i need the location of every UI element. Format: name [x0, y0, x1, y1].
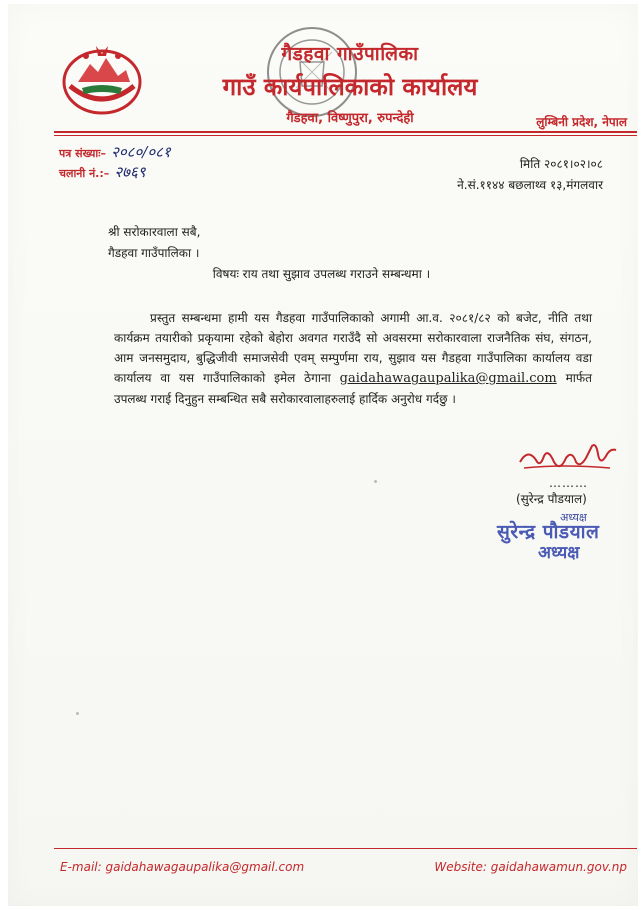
office-name: गाउँ कार्यपालिकाको कार्यालय — [222, 73, 478, 101]
nepal-emblem-icon — [60, 42, 144, 116]
letter-number — [59, 142, 171, 162]
body-email-link[interactable]: gaidahawagaupalika@gmail.com — [339, 371, 557, 386]
handwritten-signature-icon — [514, 438, 624, 480]
paper-speck — [76, 712, 79, 715]
footer-email[interactable]: E-mail: gaidahawagaupalika@gmail.com — [60, 860, 305, 874]
date-nepal-sambat: ने.सं.११४४ बछलाथ्व १३,मंगलवार — [457, 178, 603, 192]
letter-number-label: पत्र संख्याः– — [59, 147, 106, 160]
recipient-line-1: श्री सरोकारवाला सबै, — [108, 225, 201, 239]
recipient-line-2: गैडहवा गाउँपालिका । — [108, 246, 200, 260]
subject-line: विषयः राय तथा सुझाव उपलब्ध गराउने सम्बन्धमा । — [212, 267, 431, 281]
dispatch-number — [59, 162, 146, 182]
footer-website[interactable]: Website: gaidahawamun.gov.np — [434, 860, 627, 874]
body-text-before-email: प्रस्तुत सम्बन्धमा हामी यस गैडहवा गाउँपालिकाको अगामी आ.व. २०८१/८२ को बजेट, नीति तथा कार्यक्रम तयारीको प्रकृयामा रहेको बेहोरा अवगत गराउँदै सो अवसरमा सरोकारवाला राजनैतिक संघ, संगठन, आम जनसमुदाय, बुद्धिजीवी समाजसेवी एवम् सम्पुर्णमा राय, सुझाव यस गैडहवा गाउँपालिका कार्यालय वडा कार्यालय वा यस गाउँपालिकाको इमेल ठेगाना — [114, 311, 592, 385]
signatory-name: (सुरेन्द्र पौडयाल) — [516, 492, 587, 506]
date-bs: मिति २०८१।०२।०८ — [519, 157, 603, 171]
dispatch-number-value: २७६९ — [114, 163, 146, 181]
recipient-block — [108, 222, 200, 264]
stamp-designation: अध्यक्ष — [538, 543, 580, 563]
header-divider — [54, 131, 637, 133]
letter-body — [114, 308, 592, 409]
footer-divider — [54, 848, 637, 849]
body-text-after-email: मार्फत उपलब्ध गराई दिनुहुन सम्बन्धित सबै सरोकारवालाहरुलाई हार्दिक अनुरोध गर्दछु । — [114, 371, 592, 406]
signature-dots: ……… — [549, 476, 588, 490]
office-address: गैडहवा, विष्णुपुरा, रुपन्देही — [286, 111, 414, 126]
stamp-name: सुरेन्द्र पौडयाल — [497, 521, 600, 543]
stamp-designation-small: अध्यक्ष — [560, 511, 587, 524]
header-divider-thin — [54, 135, 637, 136]
municipality-name: गैडहवा गाउँपालिका — [281, 43, 419, 65]
dispatch-number-label: चलानी नं.:– — [59, 167, 110, 180]
letter-number-value: २०८०/०८१ — [111, 143, 171, 161]
province-country: लुम्बिनी प्रदेश, नेपाल — [536, 115, 627, 129]
paper-speck — [374, 480, 377, 483]
